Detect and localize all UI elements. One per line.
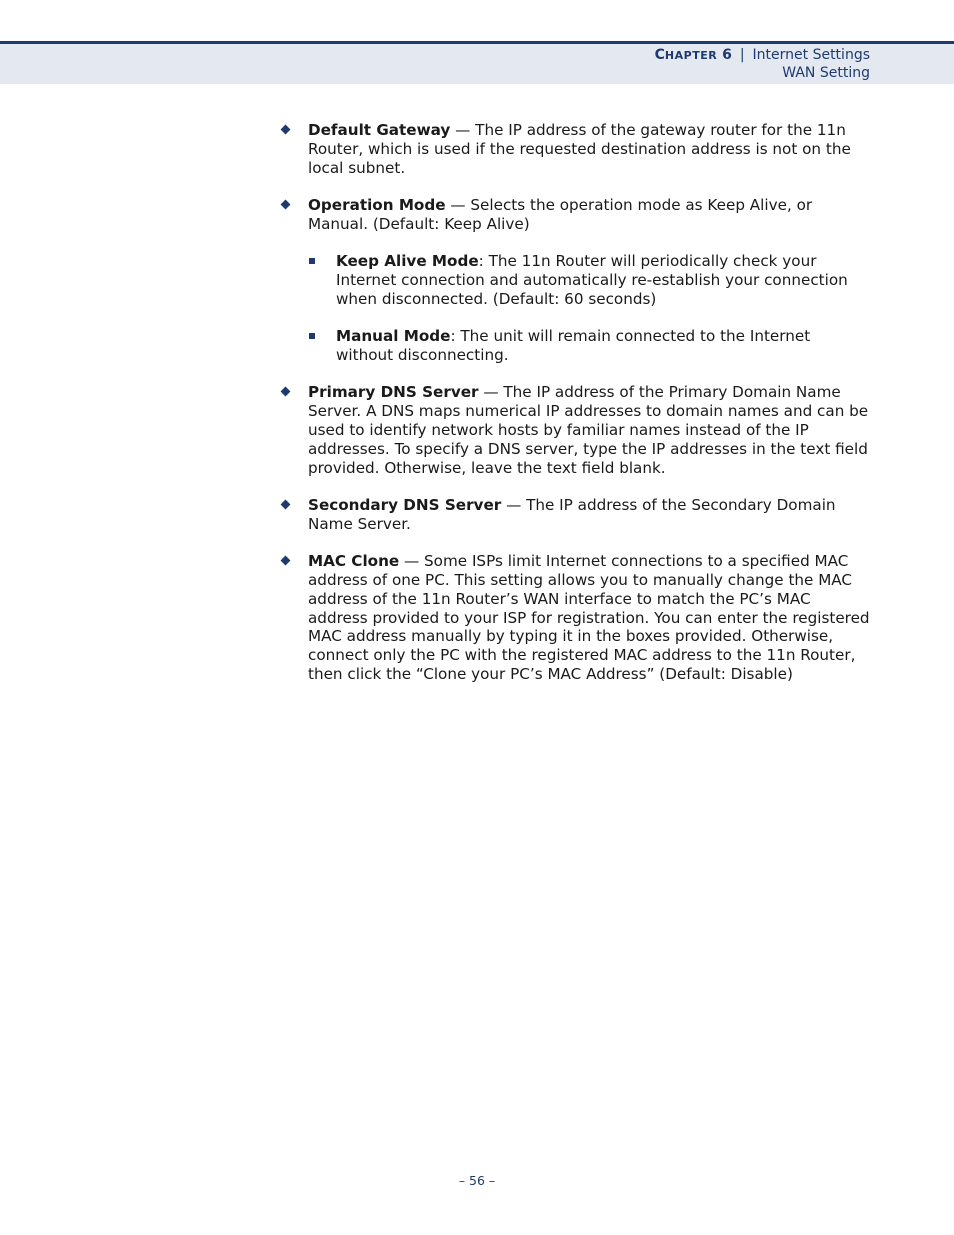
page-body	[280, 121, 870, 702]
definition-primary-dns-server	[280, 383, 870, 477]
square-bullet-icon	[309, 333, 315, 339]
term-label: Secondary DNS Server	[308, 495, 502, 514]
diamond-bullet-icon	[281, 499, 291, 509]
diamond-bullet-icon	[281, 125, 291, 135]
term-description: — The IP address of the gateway router for the 11n Router, which is used if the requested destination address is not on the local subnet.	[308, 121, 851, 177]
subsection-title: WAN Setting	[782, 65, 870, 81]
diamond-bullet-icon	[281, 556, 291, 566]
header-separator: |	[739, 47, 745, 63]
definition-operation-mode	[280, 196, 870, 234]
term-label: Primary DNS Server	[308, 383, 479, 402]
term-label: MAC Clone	[308, 552, 400, 571]
chapter-label: CHAPTER 6	[654, 47, 732, 63]
term-description: : The unit will remain connected to the Internet without disconnecting.	[336, 327, 811, 364]
term-label: Default Gateway	[308, 121, 451, 139]
page-header	[0, 41, 954, 84]
section-title: Internet Settings	[752, 47, 870, 63]
header-chapter-line	[655, 47, 870, 63]
term-label: Keep Alive Mode	[336, 252, 479, 271]
term-description: — The IP address of the Primary Domain Name Server. A DNS maps numerical IP addresses to domain names and can be used to identify network hosts by familiar names instead of the IP addresses. To specify a DNS server, type the IP addresses in the text field provided. Otherwise, leave the text field blank.	[308, 383, 869, 477]
term-description: — Some ISPs limit Internet connections to a specified MAC address of one PC. This setting allows you to manually change the MAC address of the 11n Router’s WAN interface to match the PC’s MAC address provided to your ISP for registration. You can enter the registered MAC address manually by typing it in the boxes provided. Otherwise, connect only the PC with the registered MAC address to the 11n Router, then click the “Clone your PC’s MAC Address” (Default: Disable)	[308, 552, 870, 683]
diamond-bullet-icon	[281, 200, 291, 210]
definition-mac-clone	[280, 552, 870, 684]
diamond-bullet-icon	[281, 387, 291, 397]
term-description: — Selects the operation mode as Keep Alive, or Manual. (Default: Keep Alive)	[308, 195, 813, 233]
definition-manual-mode	[280, 327, 870, 365]
definition-keep-alive-mode	[280, 252, 870, 308]
page-number: – 56 –	[458, 1173, 496, 1188]
square-bullet-icon	[309, 258, 315, 264]
definition-secondary-dns-server	[280, 496, 870, 534]
term-label: Operation Mode	[308, 195, 446, 214]
term-label: Manual Mode	[336, 327, 451, 346]
term-description: : The 11n Router will periodically check your Internet connection and automatically re-establish your connection when disconnected. (Default: 60 seconds)	[336, 252, 848, 308]
term-description: — The IP address of the Secondary Domain Name Server.	[308, 495, 836, 533]
definition-default-gateway	[280, 121, 870, 177]
